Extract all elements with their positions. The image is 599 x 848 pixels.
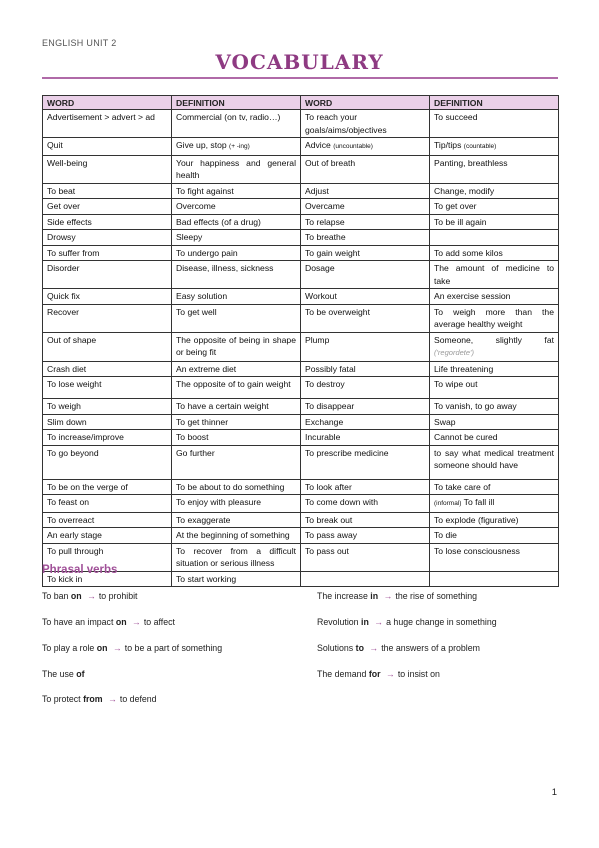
definition-cell: Change, modify — [430, 183, 559, 199]
preposition: of — [76, 669, 85, 679]
word-cell: To kick in — [43, 571, 172, 587]
word-cell: To disappear — [301, 399, 430, 415]
definition-cell: To wipe out — [430, 377, 559, 399]
word-cell: Out of breath — [301, 155, 430, 183]
word-cell: Recover — [43, 304, 172, 332]
definition-cell: To boost — [172, 430, 301, 446]
arrow-right-icon: → — [386, 669, 395, 679]
word-cell: Plump — [301, 332, 430, 361]
phrasal-verb-item — [42, 591, 138, 601]
word-cell: To break out — [301, 512, 430, 528]
definition-cell: Cannot be cured — [430, 430, 559, 446]
table-row — [43, 230, 559, 246]
word-cell: Quick fix — [43, 289, 172, 305]
phrasal-verb-meaning: to affect — [143, 617, 175, 627]
definition-cell: To exaggerate — [172, 512, 301, 528]
definition-cell: To start working — [172, 571, 301, 587]
phrasal-verb-meaning: a huge change in something — [386, 617, 497, 627]
preposition: for — [368, 669, 381, 679]
phrasal-verb-text: To have an impact — [42, 617, 116, 627]
phrasal-verb-meaning: to prohibit — [98, 591, 138, 601]
definition-cell: To enjoy with pleasure — [172, 495, 301, 513]
table-row — [43, 245, 559, 261]
arrow-right-icon: → — [132, 617, 141, 627]
word-cell: To lose weight — [43, 377, 172, 399]
vocabulary-table — [42, 95, 559, 587]
word-cell: Side effects — [43, 214, 172, 230]
table-row — [43, 138, 559, 156]
table-row — [43, 479, 559, 495]
phrasal-verb-item — [317, 617, 497, 627]
phrasal-verb-text: To protect — [42, 694, 84, 704]
phrasal-verb-meaning: the rise of something — [395, 591, 478, 601]
word-cell: Slim down — [43, 414, 172, 430]
definition-cell: Panting, breathless — [430, 155, 559, 183]
word-cell: To prescribe medicine — [301, 445, 430, 479]
arrow-right-icon: → — [112, 643, 122, 653]
word-cell: To pull through — [43, 543, 172, 571]
word-cell: To look after — [301, 479, 430, 495]
definition-cell: To die — [430, 528, 559, 544]
phrasal-verb-item — [317, 591, 477, 601]
table-row — [43, 289, 559, 305]
table-row — [43, 571, 559, 587]
table-row — [43, 110, 559, 138]
preposition: from — [83, 694, 103, 704]
word-cell: To go beyond — [43, 445, 172, 479]
table-row — [43, 361, 559, 377]
column-header: WORD — [301, 96, 430, 110]
definition-cell: Easy solution — [172, 289, 301, 305]
definition-cell: Your happiness and general health — [172, 155, 301, 183]
table-row — [43, 399, 559, 415]
table-header-row — [43, 96, 559, 110]
arrow-right-icon: → — [374, 617, 384, 627]
word-cell: To breathe — [301, 230, 430, 246]
word-cell — [301, 571, 430, 587]
title-divider — [42, 77, 558, 79]
definition-cell: (informal) To fall ill — [430, 495, 559, 513]
table-row — [43, 261, 559, 289]
definition-cell: Give up, stop (+ -ing) — [172, 138, 301, 156]
page-title: VOCABULARY — [215, 50, 384, 74]
definition-cell: To vanish, to go away — [430, 399, 559, 415]
word-cell: To relapse — [301, 214, 430, 230]
table-row — [43, 155, 559, 183]
definition-cell — [430, 571, 559, 587]
word-cell: Exchange — [301, 414, 430, 430]
phrasal-verb-meaning: to insist on — [397, 669, 440, 679]
word-cell: An early stage — [43, 528, 172, 544]
definition-cell: Someone, slightly fat ('regordete') — [430, 332, 559, 361]
preposition: on — [115, 617, 127, 627]
preposition: on — [70, 591, 82, 601]
definition-cell: To undergo pain — [172, 245, 301, 261]
word-cell: To come down with — [301, 495, 430, 513]
definition-cell: Sleepy — [172, 230, 301, 246]
table-row — [43, 414, 559, 430]
arrow-right-icon: → — [369, 643, 379, 653]
table-row — [43, 304, 559, 332]
page-number: 1 — [551, 787, 557, 798]
phrasal-verb-text: To ban — [42, 591, 71, 601]
phrasal-verb-item — [42, 617, 175, 627]
phrasal-verb-item — [42, 694, 157, 704]
phrasal-verb-text: The increase — [317, 591, 371, 601]
phrasal-verb-meaning: to be a part of something — [124, 643, 223, 653]
table-row — [43, 528, 559, 544]
word-cell: Incurable — [301, 430, 430, 446]
definition-cell: To add some kilos — [430, 245, 559, 261]
word-cell: To destroy — [301, 377, 430, 399]
preposition: in — [370, 591, 379, 601]
word-cell: To feast on — [43, 495, 172, 513]
arrow-right-icon: → — [87, 591, 96, 601]
word-cell: To be on the verge of — [43, 479, 172, 495]
phrasal-verb-item — [42, 669, 85, 679]
phrasal-verb-item — [317, 669, 440, 679]
word-cell: To overreact — [43, 512, 172, 528]
word-cell: To beat — [43, 183, 172, 199]
table-row — [43, 512, 559, 528]
table-row — [43, 543, 559, 571]
definition-cell: The amount of medicine to take — [430, 261, 559, 289]
definition-cell: To be ill again — [430, 214, 559, 230]
definition-cell: Bad effects (of a drug) — [172, 214, 301, 230]
definition-cell: An extreme diet — [172, 361, 301, 377]
definition-cell: The opposite of to gain weight — [172, 377, 301, 399]
definition-cell: To get well — [172, 304, 301, 332]
word-cell: Get over — [43, 199, 172, 215]
definition-cell: Tip/tips (countable) — [430, 138, 559, 156]
preposition: to — [355, 643, 364, 653]
preposition: in — [361, 617, 369, 627]
definition-cell: To have a certain weight — [172, 399, 301, 415]
page-header: ENGLISH UNIT 2 — [42, 38, 117, 48]
definition-cell: Go further — [172, 445, 301, 479]
phrasal-verb-text: The use — [42, 669, 77, 679]
definition-cell: To take care of — [430, 479, 559, 495]
column-header: DEFINITION — [172, 96, 301, 110]
definition-cell — [430, 230, 559, 246]
definition-cell: To be about to do something — [172, 479, 301, 495]
word-cell: Advice (uncountable) — [301, 138, 430, 156]
definition-cell: An exercise session — [430, 289, 559, 305]
column-header: WORD — [43, 96, 172, 110]
column-header: DEFINITION — [430, 96, 559, 110]
word-cell: Quit — [43, 138, 172, 156]
definition-cell: To get over — [430, 199, 559, 215]
word-cell: To be overweight — [301, 304, 430, 332]
word-cell: To pass out — [301, 543, 430, 571]
table-row — [43, 445, 559, 479]
definition-cell: To get thinner — [172, 414, 301, 430]
definition-cell: to say what medical treatment someone should have — [430, 445, 559, 479]
table-body — [43, 110, 559, 587]
definition-cell: The opposite of being in shape or being fit — [172, 332, 301, 361]
word-cell: Advertisement > advert > ad — [43, 110, 172, 138]
word-cell: To reach your goals/aims/objectives — [301, 110, 430, 138]
table-row — [43, 377, 559, 399]
table-row — [43, 495, 559, 513]
phrasal-verb-item — [317, 643, 480, 653]
table-row — [43, 199, 559, 215]
phrasal-verbs-heading: Phrasal verbs — [42, 564, 118, 576]
definition-cell: Life threatening — [430, 361, 559, 377]
word-cell: Adjust — [301, 183, 430, 199]
table-row — [43, 183, 559, 199]
arrow-right-icon: → — [108, 694, 117, 704]
table-row — [43, 332, 559, 361]
table-row — [43, 214, 559, 230]
definition-cell: To fight against — [172, 183, 301, 199]
word-cell: Workout — [301, 289, 430, 305]
phrasal-verb-text: The demand — [317, 669, 369, 679]
word-cell: To pass away — [301, 528, 430, 544]
word-cell: Drowsy — [43, 230, 172, 246]
definition-cell: At the beginning of something — [172, 528, 301, 544]
definition-cell: To explode (figurative) — [430, 512, 559, 528]
word-cell: Disorder — [43, 261, 172, 289]
phrasal-verb-meaning: the answers of a problem — [381, 643, 480, 653]
definition-cell: To lose consciousness — [430, 543, 559, 571]
definition-cell: To recover from a difficult situation or serious illness — [172, 543, 301, 571]
definition-cell: Disease, illness, sickness — [172, 261, 301, 289]
word-cell: Crash diet — [43, 361, 172, 377]
definition-cell: Swap — [430, 414, 559, 430]
phrasal-verb-text: Revolution — [317, 617, 362, 627]
preposition: on — [96, 643, 108, 653]
arrow-right-icon: → — [383, 591, 393, 601]
word-cell: To gain weight — [301, 245, 430, 261]
word-cell: Well-being — [43, 155, 172, 183]
phrasal-verb-meaning: to defend — [119, 694, 157, 704]
word-cell: Possibly fatal — [301, 361, 430, 377]
phrasal-verb-item — [42, 643, 222, 653]
definition-cell: Overcome — [172, 199, 301, 215]
definition-cell: To succeed — [430, 110, 559, 138]
word-cell: To increase/improve — [43, 430, 172, 446]
table-row — [43, 430, 559, 446]
word-cell: To weigh — [43, 399, 172, 415]
word-cell: Overcame — [301, 199, 430, 215]
phrasal-verb-text: Solutions — [317, 643, 356, 653]
definition-cell: To weigh more than the average healthy weight — [430, 304, 559, 332]
word-cell: Out of shape — [43, 332, 172, 361]
word-cell: To suffer from — [43, 245, 172, 261]
definition-cell: Commercial (on tv, radio…) — [172, 110, 301, 138]
word-cell: Dosage — [301, 261, 430, 289]
phrasal-verb-text: To play a role — [42, 643, 97, 653]
